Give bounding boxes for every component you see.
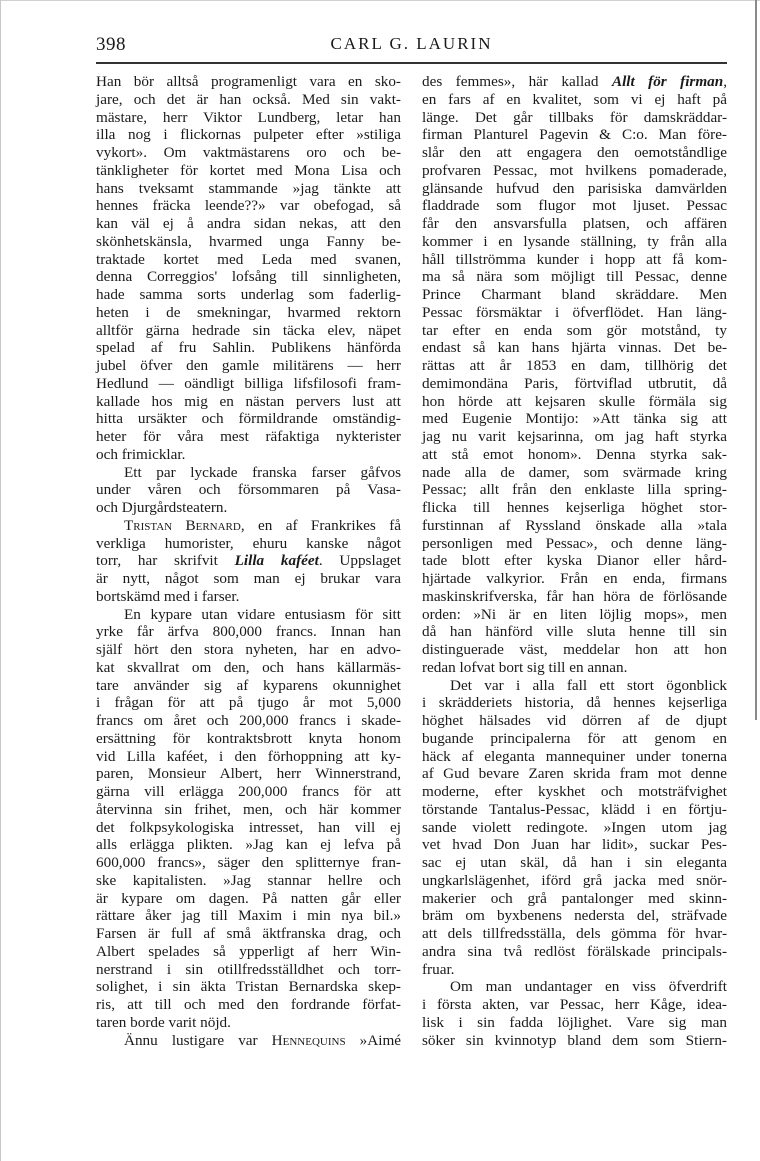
text-run: 600,000 francs», säger den splitternye fran- [96, 854, 401, 871]
text-run: bräm om byxbenens nedersta del, sträfvade [422, 907, 727, 925]
text-run: , [723, 73, 727, 90]
text-run: solighet, i sin äkta Tristan Bernardska skep- [96, 978, 401, 996]
text-line [96, 872, 401, 890]
text-line [422, 872, 727, 890]
text-line [422, 606, 727, 624]
text-line [422, 91, 727, 109]
text-line [422, 943, 727, 961]
text-line [422, 535, 727, 553]
text-run: söker sin kvinnotyp bland dem som Stiern- [422, 1031, 727, 1049]
text-run: sac ej utan skäl, då han i sin eleganta [422, 854, 727, 871]
text-line [96, 1032, 401, 1050]
author-name: Hennequins [271, 1031, 346, 1049]
text-run: verkliga humorister, ehuru kanske något [96, 534, 401, 552]
text-run: och frimicklar. [96, 445, 186, 463]
text-line [96, 410, 401, 428]
text-run: kommer i en lysande ställning, ty från alla [422, 232, 727, 250]
text-line [422, 641, 727, 659]
play-title: Lilla kaféet [234, 552, 319, 570]
text-line [422, 375, 727, 393]
text-run: Albert spelades så ypperligt af herr Win- [96, 942, 401, 960]
text-line [422, 677, 727, 695]
text-run: endast så kan hans hjärta vinnas. Det be- [422, 339, 727, 357]
text-run: Det var i alla fall ett stort ögonblick [450, 676, 727, 694]
text-line [96, 570, 401, 588]
text-line [422, 730, 727, 748]
text-run: hennes fräcka leende??» var obefogad, så [96, 197, 401, 215]
text-run: En kypare utan vidare entusiasm för sitt [124, 605, 401, 623]
text-line [96, 925, 401, 943]
text-line [96, 730, 401, 748]
text-run: sande violett redingote. »Ingen utom jag [422, 818, 727, 836]
text-run: då han hänförd ville sluta henne till sin [422, 623, 727, 641]
text-run: en fars af en kvalitet, som vi ej haft på [422, 90, 727, 108]
header-rule [96, 62, 727, 64]
text-run: Ännu lustigare var [124, 1031, 272, 1049]
text-line [96, 215, 401, 233]
text-run: mästare, herr Viktor Lundberg, letar han [96, 108, 401, 126]
text-run: jare, och det är han också. Med sin vakt- [96, 90, 401, 108]
text-run: ungkarlslägenhet, iförd grå jacka med snör- [422, 871, 727, 889]
text-run: maskinskrifverska, får han höra de förlösande [422, 587, 727, 605]
text-line [96, 197, 401, 215]
text-run: des femmes», här kallad [422, 73, 612, 90]
text-line [96, 286, 401, 304]
text-line [96, 552, 401, 570]
author-name: Tristan Bernard [124, 516, 241, 534]
text-run: skönhetskänsla, hvarmed unga Fanny be- [96, 232, 401, 250]
text-line [422, 268, 727, 286]
text-line [422, 712, 727, 730]
text-run: nade alla de damer, som svärmade kring [422, 463, 727, 481]
text-run: makerier och grå pantalonger med skinn- [422, 889, 727, 907]
text-run: Pessac; allt från den enklaste lilla spring- [422, 481, 727, 499]
text-line [96, 943, 401, 961]
text-line [96, 961, 401, 979]
text-line [96, 907, 401, 925]
text-run: af Gud bevare Zaren skrida fram mot denne [422, 765, 727, 783]
text-run: traktade kortet med Leda med svanen, [96, 250, 401, 268]
text-line [422, 481, 727, 499]
text-line [96, 783, 401, 801]
text-run: bugande principalerna för att genom en [422, 729, 727, 747]
text-line [422, 322, 727, 340]
text-run: ersättning för kontraktsbrott knyta honom [96, 729, 401, 747]
text-run: . Uppslaget [318, 552, 401, 570]
text-run: hitta ursäkter och förmildrande omständig- [96, 410, 401, 428]
text-run: får den ansvarsfulla platsen, och affären [422, 215, 727, 232]
text-run: gärna vill erlägga 200,000 francs för att [96, 783, 401, 800]
text-line [422, 623, 727, 641]
running-title: CARL G. LAURIN [330, 34, 493, 53]
text-line [422, 393, 727, 411]
text-run: under våren och försommaren på Vasa- [96, 481, 401, 499]
text-run: distinguerade väst, meddelar hon att hon [422, 641, 727, 658]
text-run: Farsen är full af små äktfranska drag, och [96, 925, 401, 942]
text-run: francs om året och 200,000 francs i skade- [96, 712, 401, 729]
text-run: lisk i sin fadda löjlighet. Vare sig man [422, 1013, 727, 1031]
text-run: nerstrand i sin otillfredsställdhet och torr- [96, 960, 401, 978]
text-run: torr, har skrifvit [96, 552, 235, 570]
text-line [96, 251, 401, 269]
text-line [422, 162, 727, 180]
text-line [422, 978, 727, 996]
text-line [96, 162, 401, 180]
text-line [422, 251, 727, 269]
text-line [96, 978, 401, 996]
text-line [96, 304, 401, 322]
text-line [422, 588, 727, 606]
text-line [422, 517, 727, 535]
text-line [422, 215, 727, 233]
text-run: håll tillströmma kunder i hopp att få kom- [422, 250, 727, 268]
scan-edge-right [755, 0, 757, 720]
text-run: kat skvallrat om den, och hans källarmäs- [96, 658, 401, 676]
text-line [96, 890, 401, 908]
text-run: att dels tillfredsställa, dels gömma för hvar- [422, 925, 727, 942]
text-line [96, 339, 401, 357]
text-run: ma så nära som möjligt till Pessac, denne [422, 268, 727, 286]
text-line [96, 588, 401, 606]
text-line [96, 623, 401, 641]
text-run: firman Planturel Pagevin & C:o. Man före- [422, 126, 727, 144]
text-run: är kypare om dagen. På natten går eller [96, 889, 401, 907]
text-line [422, 339, 727, 357]
text-run: kan väl ej å andra sidan nekas, att den [96, 215, 401, 232]
text-run: och Djurgårdsteatern. [96, 499, 228, 516]
text-run: heten i de smekningar, hvarmed rektorn [96, 303, 401, 321]
text-line [422, 464, 727, 482]
text-run: tade blott efter kyska Dianor eller hård- [422, 552, 727, 570]
text-line [96, 126, 401, 144]
text-line [96, 268, 401, 286]
text-line [422, 783, 727, 801]
text-run: profvaren Pessac, mot hvilkens pomaderade, [422, 161, 727, 179]
text-run: hade samma sorts underlag som faderlig- [96, 286, 401, 303]
text-line [422, 570, 727, 588]
text-run: ske kapitalisten. »Jag stannar hellre och [96, 871, 401, 889]
text-line [422, 907, 727, 925]
text-run: jubel öfver den gamle militärens — herr [96, 357, 401, 374]
text-line [422, 109, 727, 127]
text-line [96, 109, 401, 127]
text-line [96, 357, 401, 375]
text-line [96, 393, 401, 411]
text-run: rättas att år 1853 en dam, tillhörig det [422, 357, 727, 374]
text-line [422, 801, 727, 819]
text-line [422, 73, 727, 91]
right-column [422, 73, 727, 1049]
text-run: alltför gärna hedrade sin täcka elev, näpet [96, 321, 401, 339]
text-line [422, 996, 727, 1014]
text-run: slår den att engagera den oemotståndlige [422, 144, 727, 161]
text-line [96, 606, 401, 624]
text-line [96, 446, 401, 464]
scan-edge-left [0, 0, 1, 1161]
text-line [96, 765, 401, 783]
text-line [422, 304, 727, 322]
text-run: »Aimé [345, 1031, 402, 1049]
text-line [96, 499, 401, 517]
text-line [96, 322, 401, 340]
text-run: i första akten, var Pessac, herr Kåge, idea- [422, 996, 727, 1013]
text-run: , en af Frankrikes få [240, 516, 401, 534]
text-run: törstande Tantalus-Pessac, klädd i en förtju- [422, 800, 727, 818]
text-line [422, 854, 727, 872]
text-line [96, 801, 401, 819]
text-run: glänsande hufvud den parisiska damvärlden [422, 179, 727, 197]
text-line [422, 961, 727, 979]
text-line [422, 233, 727, 251]
text-line [422, 286, 727, 304]
text-run: redan lofvat bort sig till en annan. [422, 658, 628, 676]
text-run: paren, Monsieur Albert, herr Winnerstrand, [96, 765, 401, 783]
text-line [422, 1032, 727, 1050]
text-run: länge. Det går tillbaks för damskräddar- [422, 108, 727, 126]
text-line [422, 890, 727, 908]
text-line [422, 357, 727, 375]
text-line [422, 144, 727, 162]
text-line [96, 659, 401, 677]
text-line [96, 836, 401, 854]
text-line [96, 73, 401, 91]
text-line [96, 641, 401, 659]
text-run: tänkligheter för kortet med Mona Lisa och [96, 161, 401, 179]
text-run: personligen med Pessac», och denne läng- [422, 534, 727, 552]
text-run: fruar. [422, 960, 455, 978]
text-line [422, 836, 727, 854]
text-run: orden: »Ni är en liten löjlig mops», men [422, 605, 727, 623]
text-line [422, 126, 727, 144]
text-line [96, 481, 401, 499]
text-run: taren borde varit nöjd. [96, 1013, 231, 1031]
text-line [96, 517, 401, 535]
text-run: tar efter en enda som gör motstånd, ty [422, 321, 727, 339]
text-run: moderne, efter kyskhet och motsträfvighet [422, 783, 727, 800]
text-line [96, 233, 401, 251]
text-line [422, 410, 727, 428]
text-run: Han bör alltså programenligt vara en sko- [96, 73, 401, 90]
play-title: Allt för firman [611, 73, 724, 90]
text-run: det folkpsykologiska intresset, han vill ej [96, 818, 401, 836]
text-line [422, 197, 727, 215]
text-run: med Eugenie Montijo: »Att tänka sig att [422, 410, 727, 428]
text-line [422, 694, 727, 712]
text-run: ris, att till och med den fordrande förfat- [96, 996, 401, 1013]
text-run: hjärtade valkyrior. Från en enda, firmans [422, 570, 727, 587]
text-line [96, 375, 401, 393]
text-line [422, 446, 727, 464]
text-line [96, 677, 401, 695]
text-run: Om man undantager en viss öfverdrift [450, 978, 727, 996]
scan-edge-top [0, 0, 760, 1]
text-line [422, 1014, 727, 1032]
text-line [96, 996, 401, 1014]
text-run: bortskämd med i farser. [96, 587, 240, 605]
text-run: yrke får ärfva 800,000 francs. Innan han [96, 623, 401, 641]
text-line [96, 1014, 401, 1032]
text-run: furstinnan af Ryssland önskade alla »tala [422, 516, 727, 534]
text-run: fladdrade som flugor mot ljuset. Pessac [422, 197, 727, 215]
text-run: flicka till hennes kejserliga höghet stor- [422, 499, 727, 516]
text-run: alls erlägga plikten. »Jag kan ej lefva på [96, 836, 401, 854]
text-run: vid Lilla kaféet, i den förhoppning att ky- [96, 747, 401, 765]
text-line [422, 499, 727, 517]
text-line [422, 659, 727, 677]
text-run: spelad af fru Sahlin. Publikens hänförda [96, 339, 401, 357]
text-run: Prince Charmant bland skräddare. Men [422, 286, 727, 303]
text-run: tare använder sig af kyparens okunnighet [96, 676, 401, 694]
text-line [96, 428, 401, 446]
text-run: hans tveksamt stammande »jag tänkte att [96, 179, 401, 197]
text-line [96, 748, 401, 766]
text-run: hon hörde att kejsaren skulle förmäla sig [422, 392, 727, 410]
text-run: Hedlund — oändligt billiga lifsfilosofi fram- [96, 374, 401, 392]
text-line [96, 854, 401, 872]
page-number: 398 [96, 34, 126, 55]
text-line [96, 535, 401, 553]
text-run: jag nu varit kejsarinna, om jag haft styrka [422, 428, 727, 445]
text-line [422, 552, 727, 570]
text-line [96, 464, 401, 482]
page-header [96, 32, 727, 62]
text-line [96, 180, 401, 198]
text-line [422, 748, 727, 766]
text-run: rättare åker jag till Maxim i min nya bil.» [96, 907, 401, 925]
text-line [422, 180, 727, 198]
text-line [96, 819, 401, 837]
text-run: vet hvad Don Juan har lidit», suckar Pes- [422, 836, 727, 854]
text-line [422, 925, 727, 943]
text-run: att stå emot honom». Denna styrka sak- [422, 445, 727, 463]
text-line [422, 819, 727, 837]
text-run: kallade hos mig en nästan pervers lust att [96, 392, 401, 410]
text-run: återvinna sin frihet, men, och här kommer [96, 800, 401, 818]
text-run: höghet hälsades vid dörren af de djupt [422, 712, 727, 729]
text-run: illa nog i flickornas pulpeter efter »stiliga [96, 126, 401, 144]
text-run: vykort». Om vaktmästarens oro och be- [96, 144, 401, 161]
text-line [96, 91, 401, 109]
text-line [422, 765, 727, 783]
left-column [96, 73, 401, 1049]
text-run: denna Correggios' lofsång till sinnligheten, [96, 268, 401, 286]
text-run: andra sina två redlöst förälskade principals- [422, 942, 727, 960]
text-line [96, 144, 401, 162]
text-line [96, 694, 401, 712]
text-run: heter för våra mest räfaktiga nykterister [96, 428, 401, 445]
text-run: i frågan för att på tjugo år mot 5,000 [96, 694, 401, 712]
text-run: Pessac försmäktar i öfverflödet. Han läng- [422, 303, 727, 321]
text-line [96, 712, 401, 730]
text-run: i skrädderiets historia, då hennes kejserliga [422, 694, 727, 712]
text-run: är nytt, något som man ej brukar vara [96, 570, 401, 587]
text-run: häck af eleganta mannequiner under tonerna [422, 747, 727, 765]
text-line [422, 428, 727, 446]
text-run: själf hört den stora nyheten, har en advo- [96, 641, 401, 658]
text-run: Ett par lyckade franska farser gåfvos [124, 463, 401, 481]
text-run: demimondäna Paris, förtviflad utbrutit, då [422, 374, 727, 392]
